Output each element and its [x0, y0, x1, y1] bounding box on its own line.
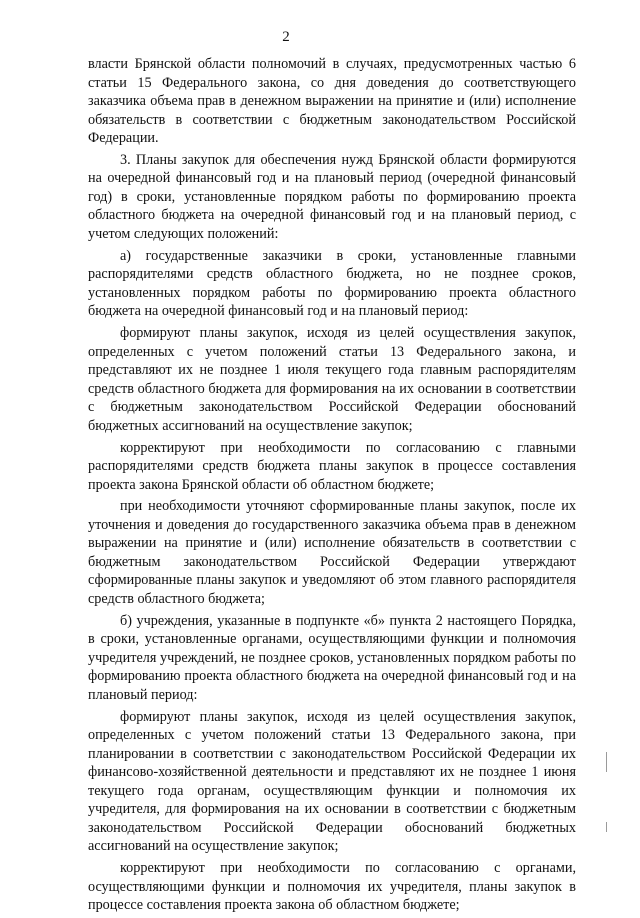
- scan-margin-mark: [606, 752, 607, 772]
- paragraph-item-3: 3. Планы закупок для обеспечения нужд Брянской области формируются на очередной финансовый год и на плановый период (очередной финансовый год) в сроки, установленные порядком работы по формированию проекта областного бюджета на очередной финансовый год и на плановый период, с учетом следующих положений:: [88, 151, 576, 242]
- paragraph-form-plans-institutions: формируют планы закупок, исходя из целей осуществления закупок, определенных с учетом положений статьи 13 Федерального закона, при планировании в соответствии с законодательством Российской Федерации их финансово-хозяйственной деятельности и представляют их не позднее 1 июня текущего года органам, осуществляющим функции и полномочия их учредителя, для формирования на их основании в соответствии с бюджетным законодательством Российской Федерации обоснований бюджетных ассигнований на осуществление закупок;: [88, 708, 576, 855]
- document-body: [88, 55, 576, 918]
- paragraph-correct-plans-institutions: корректируют при необходимости по согласованию с органами, осуществляющими функции и полномочия их учредителя, планы закупок в процессе составления проекта закона об областном бюджете;: [88, 860, 576, 914]
- paragraph-continuation: власти Брянской области полномочий в случаях, предусмотренных частью 6 статьи 15 Федерального закона, со дня доведения до соответствующего заказчика объема прав в денежном выражении на принятие и (или) исполнение обязательств в соответствии с бюджетным законодательством Российской Федерации.: [88, 56, 576, 146]
- paragraph-refine-plans: при необходимости уточняют сформированные планы закупок, после их уточнения и доведения до государственного заказчика объема прав в денежном выражении на принятие и (или) исполнение обязательств в соответствии с бюджетным законодательством Российской Федерации утверждают сформированные планы закупок и уведомляют об этом главного распорядителя средств областного бюджета;: [88, 498, 576, 607]
- page-number: 2: [282, 29, 290, 45]
- paragraph-correct-plans: корректируют при необходимости по согласованию с главными распорядителями средств бюджета планы закупок в процессе составления проекта закона Брянской области об областном бюджете;: [88, 439, 576, 493]
- paragraph-subitem-b: б) учреждения, указанные в подпункте «б» пункта 2 настоящего Порядка, в сроки, установленные органами, осуществляющими функции и полномочия учредителя учреждений, не позднее сроков, установленных порядком работы по формированию проекта областного бюджета на очередной финансовый год и на плановый период:: [88, 612, 576, 703]
- paragraph-subitem-a: а) государственные заказчики в сроки, установленные главными распорядителями средств областного бюджета, но не позднее сроков, установленных порядком работы по формированию проекта областного бюджета на очередной финансовый год и на плановый период:: [88, 247, 576, 320]
- scan-margin-mark: [606, 822, 607, 832]
- paragraph-form-plans: формируют планы закупок, исходя из целей осуществления закупок, определенных с учетом положений статьи 13 Федерального закона, и представляют их не позднее 1 июля текущего года главным распорядителям средств областного бюджета для формирования на их основании в соответствии с бюджетным законодательством Российской Федерации обоснований бюджетных ассигнований на осуществление закупок;: [88, 325, 576, 434]
